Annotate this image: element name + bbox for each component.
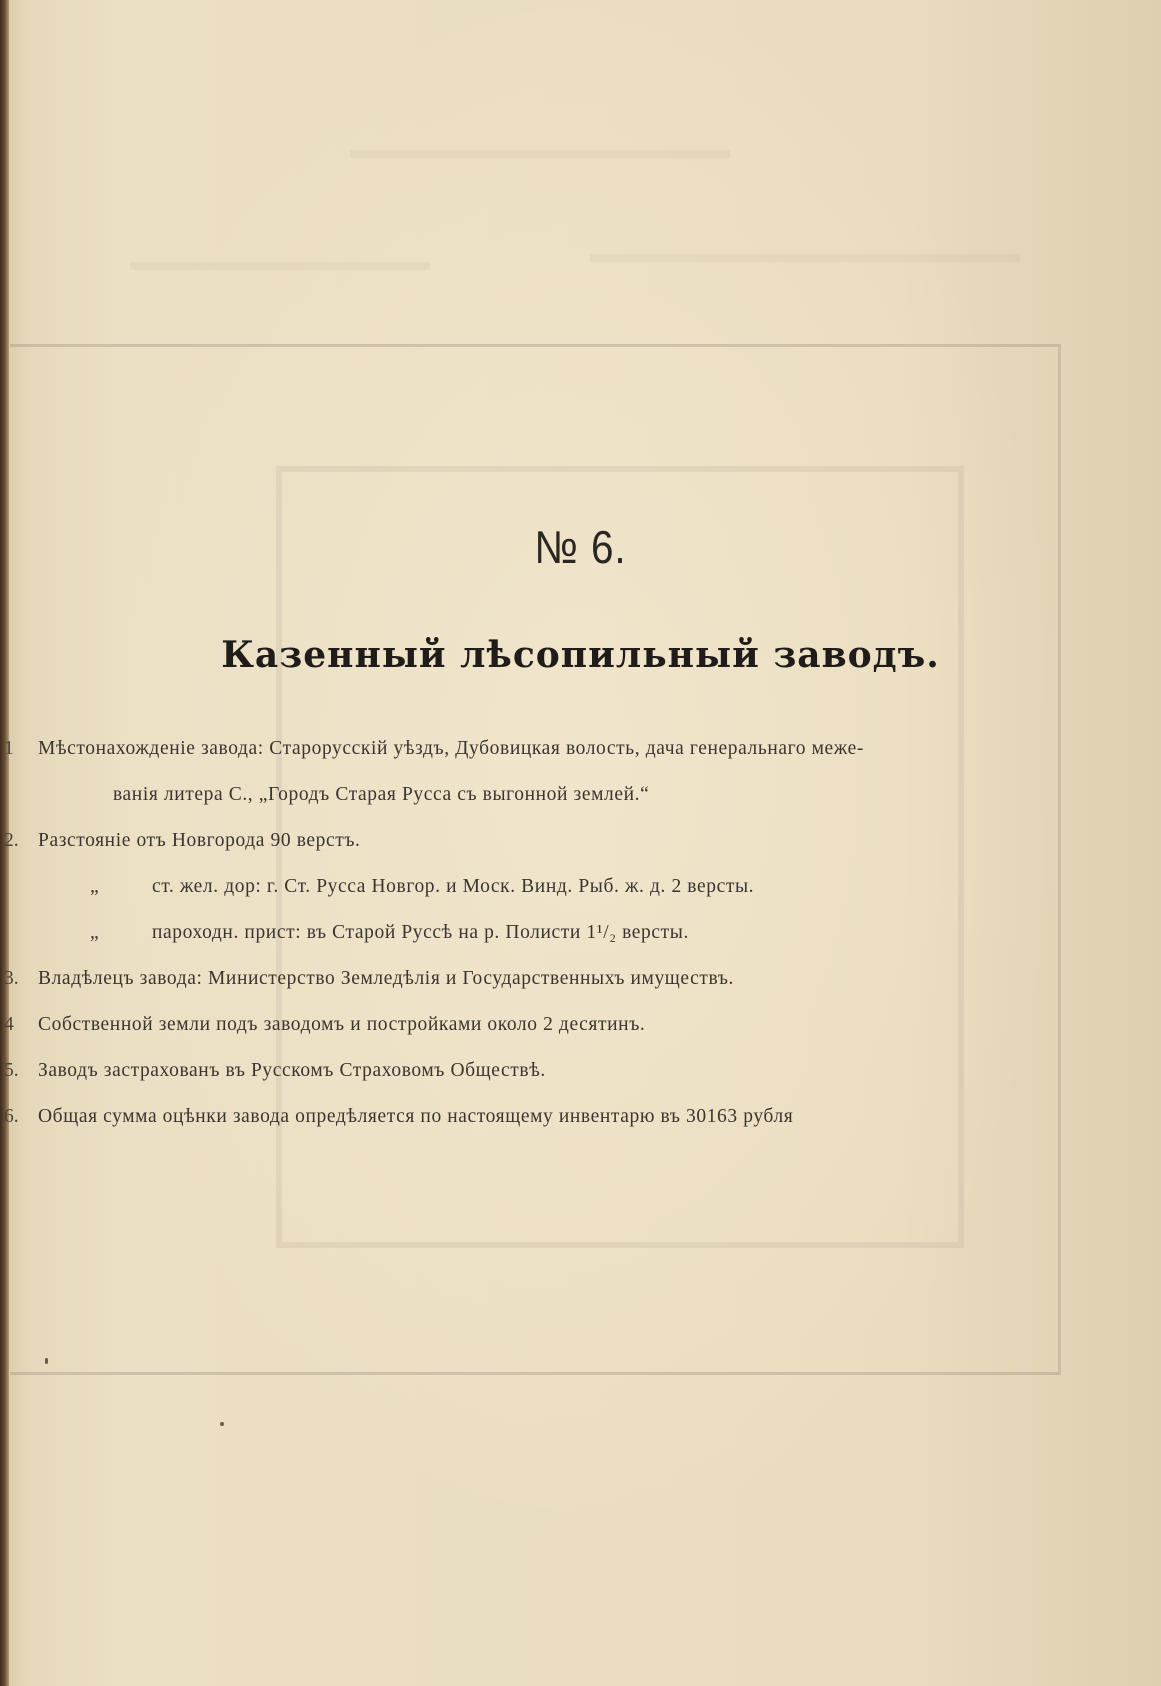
item-text: Владѣлецъ завода: Министерство Земледѣлія и Государственныхъ имуществъ. [38, 968, 735, 989]
item-text: Мѣстонахожденіе завода: Старорусскій уѣздъ, Дубовицкая волость, дача генеральнаго меже- [38, 738, 864, 759]
item-text: Общая сумма оцѣнки завода опредѣляется по настоящему инвентарю въ 30163 рубля [38, 1106, 794, 1127]
item-number: 6. [4, 1106, 19, 1127]
item-number: 2. [4, 830, 19, 851]
item-number: 1 [4, 738, 14, 759]
item-subline: пароходн. прист: въ Старой Руссѣ на р. Полисти 1¹/₂ версты. [152, 922, 689, 943]
document-number: № 6. [534, 521, 627, 573]
ditto-mark: „ [90, 922, 100, 943]
paper-speck [45, 1358, 48, 1364]
item-number: 5. [4, 1060, 19, 1081]
bleed-through-line [590, 254, 1020, 262]
item-number: 3. [4, 968, 19, 989]
item-text: Заводъ застрахованъ въ Русскомъ Страховомъ Обществѣ. [38, 1060, 546, 1081]
item-text: Собственной земли подъ заводомъ и постройками около 2 десятинъ. [38, 1014, 646, 1035]
item-number: 4 [4, 1014, 14, 1035]
paper-speck [220, 1422, 224, 1426]
item-continuation: ванія литера С., „Городъ Старая Русса съ выгонной землей.“ [113, 784, 650, 805]
ditto-mark: „ [90, 876, 100, 897]
document-title: Казенный лѣсопильный заводъ. [221, 634, 940, 676]
bleed-through-line [130, 262, 430, 270]
item-text: Разстояніе отъ Новгорода 90 верстъ. [38, 830, 361, 851]
bleed-through-plan [276, 466, 964, 1248]
item-subline: ст. жел. дор: г. Ст. Русса Новгор. и Моск. Винд. Рыб. ж. д. 2 версты. [152, 876, 755, 897]
bleed-through-line [350, 150, 730, 158]
